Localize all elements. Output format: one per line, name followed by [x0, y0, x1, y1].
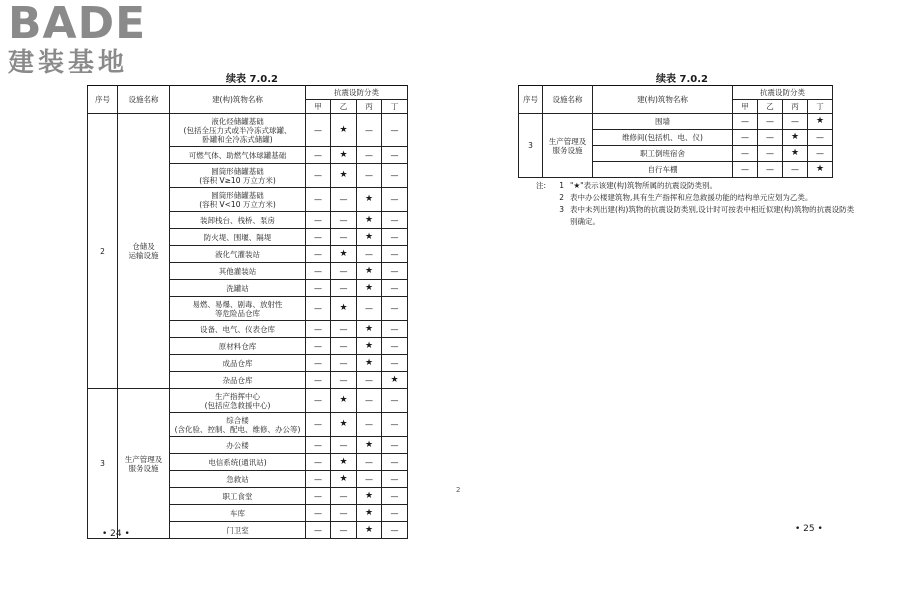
category-mark-dash: — [331, 280, 357, 297]
group-seq: 2 [88, 114, 118, 389]
category-mark-star: ★ [357, 437, 382, 454]
building-name: 设备、电气、仪表仓库 [170, 321, 306, 338]
group-seq: 3 [519, 114, 543, 178]
right-seismic-table [518, 85, 833, 178]
category-mark-dash: — [306, 212, 331, 229]
building-name: 成品仓库 [170, 355, 306, 372]
building-name: 电信系统(通讯站) [170, 454, 306, 471]
table-notes [536, 180, 856, 228]
category-mark-dash: — [382, 338, 408, 355]
header-class-jia: 甲 [306, 100, 331, 114]
bade-logo [8, 2, 174, 82]
notes-label: 注: [536, 181, 547, 190]
category-mark-star: ★ [331, 454, 357, 471]
note-number: 2 [559, 193, 564, 202]
category-mark-dash: — [382, 263, 408, 280]
building-name: 防火堤、围堰、隔堤 [170, 229, 306, 246]
building-name: 圆筒形储罐基础 (容积 V<10 万立方米) [170, 188, 306, 212]
category-mark-dash: — [331, 355, 357, 372]
category-mark-dash: — [357, 471, 382, 488]
category-mark-dash: — [306, 522, 331, 539]
category-mark-star: ★ [783, 130, 808, 146]
building-name: 围墙 [593, 114, 733, 130]
category-mark-dash: — [382, 164, 408, 188]
header-building: 建(构)筑物名称 [170, 86, 306, 114]
category-mark-star: ★ [331, 164, 357, 188]
building-name: 液化烃储罐基础 (包括全压力式或半冷冻式球罐、 卧罐和全冷冻式储罐) [170, 114, 306, 147]
category-mark-dash: — [382, 321, 408, 338]
category-mark-star: ★ [357, 505, 382, 522]
category-mark-dash: — [357, 164, 382, 188]
note-number: 3 [559, 205, 564, 214]
category-mark-dash: — [306, 471, 331, 488]
category-mark-star: ★ [331, 297, 357, 321]
header-class-yi: 乙 [758, 100, 783, 114]
left-page-number: • 24 • [102, 529, 130, 539]
category-mark-dash: — [808, 146, 833, 162]
category-mark-star: ★ [783, 146, 808, 162]
building-name: 职工食堂 [170, 488, 306, 505]
building-name: 易燃、易爆、剧毒、放射性 等危险品仓库 [170, 297, 306, 321]
category-mark-dash: — [758, 130, 783, 146]
header-seq: 序号 [88, 86, 118, 114]
note-text: 表中未列出建(构)筑物的抗震设防类别,设计时可按表中相近似建(构)筑物的抗震设防类别确定。 [570, 205, 855, 226]
category-mark-dash: — [733, 130, 758, 146]
category-mark-dash: — [331, 188, 357, 212]
building-name: 维修间(包括机、电、仪) [593, 130, 733, 146]
category-mark-dash: — [733, 162, 758, 178]
group-facility: 生产管理及 服务设施 [118, 389, 170, 539]
category-mark-star: ★ [357, 229, 382, 246]
category-mark-star: ★ [357, 263, 382, 280]
right-page-number: • 25 • [795, 524, 823, 534]
category-mark-dash: — [306, 338, 331, 355]
category-mark-dash: — [382, 522, 408, 539]
category-mark-dash: — [357, 114, 382, 147]
category-mark-star: ★ [331, 413, 357, 437]
building-name: 急救站 [170, 471, 306, 488]
building-name: 其他灌装站 [170, 263, 306, 280]
building-name: 圆筒形储罐基础 (容积 V≥10 万立方米) [170, 164, 306, 188]
category-mark-star: ★ [808, 114, 833, 130]
category-mark-dash: — [382, 147, 408, 164]
category-mark-star: ★ [382, 372, 408, 389]
category-mark-star: ★ [808, 162, 833, 178]
category-mark-dash: — [382, 437, 408, 454]
left-table-caption: 续表 7.0.2 [226, 74, 278, 85]
category-mark-dash: — [733, 146, 758, 162]
header-seq: 序号 [519, 86, 543, 114]
note-number: 1 [559, 181, 564, 190]
category-mark-dash: — [382, 297, 408, 321]
category-mark-dash: — [758, 114, 783, 130]
category-mark-dash: — [306, 147, 331, 164]
category-mark-star: ★ [331, 389, 357, 413]
category-mark-dash: — [331, 372, 357, 389]
category-mark-dash: — [382, 188, 408, 212]
right-table-caption: 续表 7.0.2 [656, 74, 708, 85]
category-mark-star: ★ [357, 321, 382, 338]
group-facility: 生产管理及 服务设施 [543, 114, 593, 178]
header-category: 抗震设防分类 [306, 86, 408, 100]
category-mark-dash: — [382, 471, 408, 488]
category-mark-dash: — [357, 246, 382, 263]
logo-subtitle: 建装基地 [8, 48, 129, 78]
category-mark-dash: — [382, 229, 408, 246]
building-name: 综合楼 (含化验、控制、配电、维修、办公等) [170, 413, 306, 437]
header-class-ding: 丁 [382, 100, 408, 114]
category-mark-dash: — [331, 338, 357, 355]
category-mark-star: ★ [331, 471, 357, 488]
note-item [536, 204, 856, 228]
building-name: 洗罐站 [170, 280, 306, 297]
building-name: 杂品仓库 [170, 372, 306, 389]
building-name: 装卸栈台、栈桥、泵房 [170, 212, 306, 229]
category-mark-dash: — [331, 505, 357, 522]
margin-mark: 2 [456, 486, 461, 494]
header-class-bing: 丙 [783, 100, 808, 114]
group-facility: 仓储及 运输设施 [118, 114, 170, 389]
category-mark-star: ★ [357, 338, 382, 355]
category-mark-dash: — [306, 355, 331, 372]
category-mark-dash: — [758, 162, 783, 178]
category-mark-dash: — [382, 246, 408, 263]
category-mark-dash: — [331, 212, 357, 229]
header-class-yi: 乙 [331, 100, 357, 114]
header-class-ding: 丁 [808, 100, 833, 114]
category-mark-dash: — [306, 389, 331, 413]
building-name: 办公楼 [170, 437, 306, 454]
category-mark-star: ★ [357, 355, 382, 372]
category-mark-dash: — [306, 114, 331, 147]
building-name: 生产指挥中心 (包括应急救援中心) [170, 389, 306, 413]
category-mark-dash: — [382, 505, 408, 522]
header-facility: 设施名称 [118, 86, 170, 114]
category-mark-dash: — [783, 114, 808, 130]
building-name: 职工倒班宿舍 [593, 146, 733, 162]
category-mark-dash: — [357, 413, 382, 437]
category-mark-dash: — [382, 280, 408, 297]
left-seismic-table [87, 85, 408, 539]
category-mark-star: ★ [357, 488, 382, 505]
table-row [519, 114, 833, 130]
category-mark-dash: — [331, 321, 357, 338]
note-text: "★"表示该建(构)筑物所属的抗震设防类别。 [570, 181, 717, 190]
table-row [88, 389, 408, 413]
category-mark-dash: — [306, 188, 331, 212]
group-seq: 3 [88, 389, 118, 539]
note-item [536, 180, 856, 192]
category-mark-dash: — [733, 114, 758, 130]
category-mark-dash: — [357, 389, 382, 413]
table-row [88, 114, 408, 147]
category-mark-dash: — [357, 147, 382, 164]
building-name: 可燃气体、助燃气体球罐基础 [170, 147, 306, 164]
building-name: 原材料仓库 [170, 338, 306, 355]
category-mark-dash: — [357, 454, 382, 471]
category-mark-star: ★ [357, 522, 382, 539]
building-name: 液化气灌装站 [170, 246, 306, 263]
category-mark-star: ★ [357, 212, 382, 229]
logo-brand: BADE [8, 0, 147, 49]
category-mark-dash: — [382, 454, 408, 471]
header-facility: 设施名称 [543, 86, 593, 114]
category-mark-dash: — [306, 454, 331, 471]
category-mark-star: ★ [331, 114, 357, 147]
header-class-bing: 丙 [357, 100, 382, 114]
category-mark-dash: — [382, 355, 408, 372]
category-mark-dash: — [306, 297, 331, 321]
category-mark-dash: — [382, 488, 408, 505]
category-mark-dash: — [382, 389, 408, 413]
category-mark-dash: — [306, 321, 331, 338]
building-name: 门卫室 [170, 522, 306, 539]
category-mark-dash: — [758, 146, 783, 162]
category-mark-dash: — [306, 437, 331, 454]
category-mark-star: ★ [357, 188, 382, 212]
category-mark-dash: — [382, 114, 408, 147]
building-name: 车库 [170, 505, 306, 522]
header-category: 抗震设防分类 [733, 86, 833, 100]
category-mark-dash: — [306, 505, 331, 522]
category-mark-dash: — [357, 297, 382, 321]
category-mark-dash: — [306, 229, 331, 246]
category-mark-dash: — [331, 522, 357, 539]
category-mark-dash: — [357, 372, 382, 389]
category-mark-dash: — [306, 372, 331, 389]
category-mark-dash: — [306, 413, 331, 437]
category-mark-dash: — [808, 130, 833, 146]
category-mark-star: ★ [331, 246, 357, 263]
category-mark-star: ★ [357, 280, 382, 297]
category-mark-dash: — [331, 229, 357, 246]
category-mark-dash: — [331, 437, 357, 454]
category-mark-dash: — [331, 488, 357, 505]
category-mark-dash: — [306, 263, 331, 280]
category-mark-dash: — [306, 280, 331, 297]
category-mark-dash: — [306, 488, 331, 505]
category-mark-dash: — [331, 263, 357, 280]
header-building: 建(构)筑物名称 [593, 86, 733, 114]
category-mark-star: ★ [331, 147, 357, 164]
category-mark-dash: — [306, 164, 331, 188]
category-mark-dash: — [306, 246, 331, 263]
note-text: 表中办公楼建筑物,具有生产指挥和应急救援功能的结构单元应划为乙类。 [570, 193, 813, 202]
header-class-jia: 甲 [733, 100, 758, 114]
category-mark-dash: — [382, 413, 408, 437]
category-mark-dash: — [783, 162, 808, 178]
category-mark-dash: — [382, 212, 408, 229]
note-item [536, 192, 856, 204]
building-name: 自行车棚 [593, 162, 733, 178]
